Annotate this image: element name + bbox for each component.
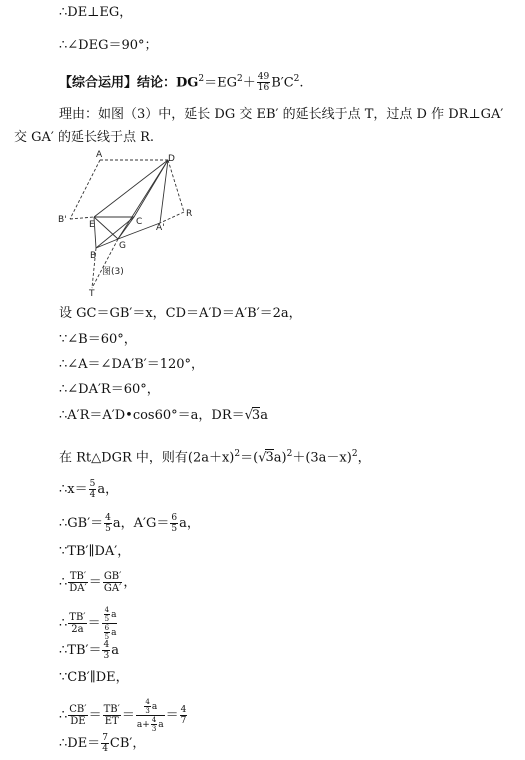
text-line-15: ∴ $\frac{TB'}{DA'}$ ＝ $\frac{GB'}{GA'}$ ，	[59, 571, 137, 594]
label-Bprime: B'	[58, 215, 67, 225]
text-line-20: ∴DE＝ $\frac{7}{4}$ CB′，	[59, 733, 146, 754]
label-D: D	[168, 154, 175, 164]
text-line-1: ∴DE⊥EG，	[59, 5, 133, 20]
text-line-8: ∴∠A＝∠DA′B′＝120°，	[59, 357, 205, 372]
edge-ED	[94, 160, 168, 217]
conclusion-line: 【综合运用】结论：$DG^2=EG^2+$ $\frac{49}{16}$ $B'C^2$.	[59, 72, 304, 94]
text-line-9: ∴∠DA′R＝60°，	[59, 382, 160, 397]
edge-EG	[94, 217, 118, 239]
text-line-13: ∴GB′＝ $\frac{4}{5}$ a，A′G＝ $\frac{6}{5}$ a，	[59, 513, 200, 534]
edge-BC	[96, 217, 134, 248]
text-line-2: ∴∠DEG＝90°；	[59, 38, 158, 53]
edge-DR	[168, 160, 184, 212]
figure-caption: 图(3)	[102, 267, 124, 277]
edge-BG	[96, 239, 118, 248]
text-line-14: ∵TB′∥DA′，	[59, 544, 131, 559]
reason-line-2: 交 GA′ 的延长线于点 R.	[14, 130, 155, 145]
text-line-10: ∴A′R＝A′D•cos60°＝a，DR＝√3a	[59, 408, 268, 423]
text-line-19: ∴ $\frac{CB'}{DE}$ ＝ $\frac{TB'}{ET}$ ＝ $\frac{4}{3}$ a a+ $\frac{4}{3}$ a ＝ $\frac{4}{7}$	[59, 698, 187, 733]
label-B: B	[90, 251, 97, 261]
text-line-16: ∴ $\frac{TB'}{2a}$ ＝ $\frac{4}{5}$ a $\frac{6}{5}$ a	[59, 606, 117, 641]
reason-line-1: 理由：如图（3）中，延长 DG 交 EB′ 的延长线于点 T，过点 D 作 DR⊥GA′	[59, 107, 504, 122]
text-line-7: ∵∠B＝60°，	[59, 332, 137, 347]
text-line-11: 在 Rt△DGR 中，则有$(2a+x)^2=(√3a)^2+(3a-x)^2$，	[59, 449, 371, 466]
edge-DA'	[160, 160, 168, 223]
edge-RA'	[160, 212, 184, 223]
label-A: A	[96, 150, 103, 160]
label-E: E	[89, 220, 95, 230]
text-line-17: ∴TB′＝ $\frac{4}{3}$ a	[59, 640, 119, 661]
label-R: R	[186, 209, 193, 219]
geometry-figure	[56, 148, 206, 298]
label-G: G	[119, 241, 126, 251]
text-line-12: ∴x＝ $\frac{5}{4}$ a，	[59, 479, 119, 500]
label-Aprime: A'	[156, 223, 165, 233]
label-T: T	[89, 289, 95, 298]
edge-AB'	[70, 160, 100, 219]
edge-B'E	[70, 217, 94, 219]
text-line-18: ∵CB′∥DE，	[59, 670, 129, 685]
text-line-6: 设 GC＝GB′＝x，CD＝A′D＝A′B′＝2a，	[59, 306, 302, 321]
label-C: C	[136, 217, 143, 227]
